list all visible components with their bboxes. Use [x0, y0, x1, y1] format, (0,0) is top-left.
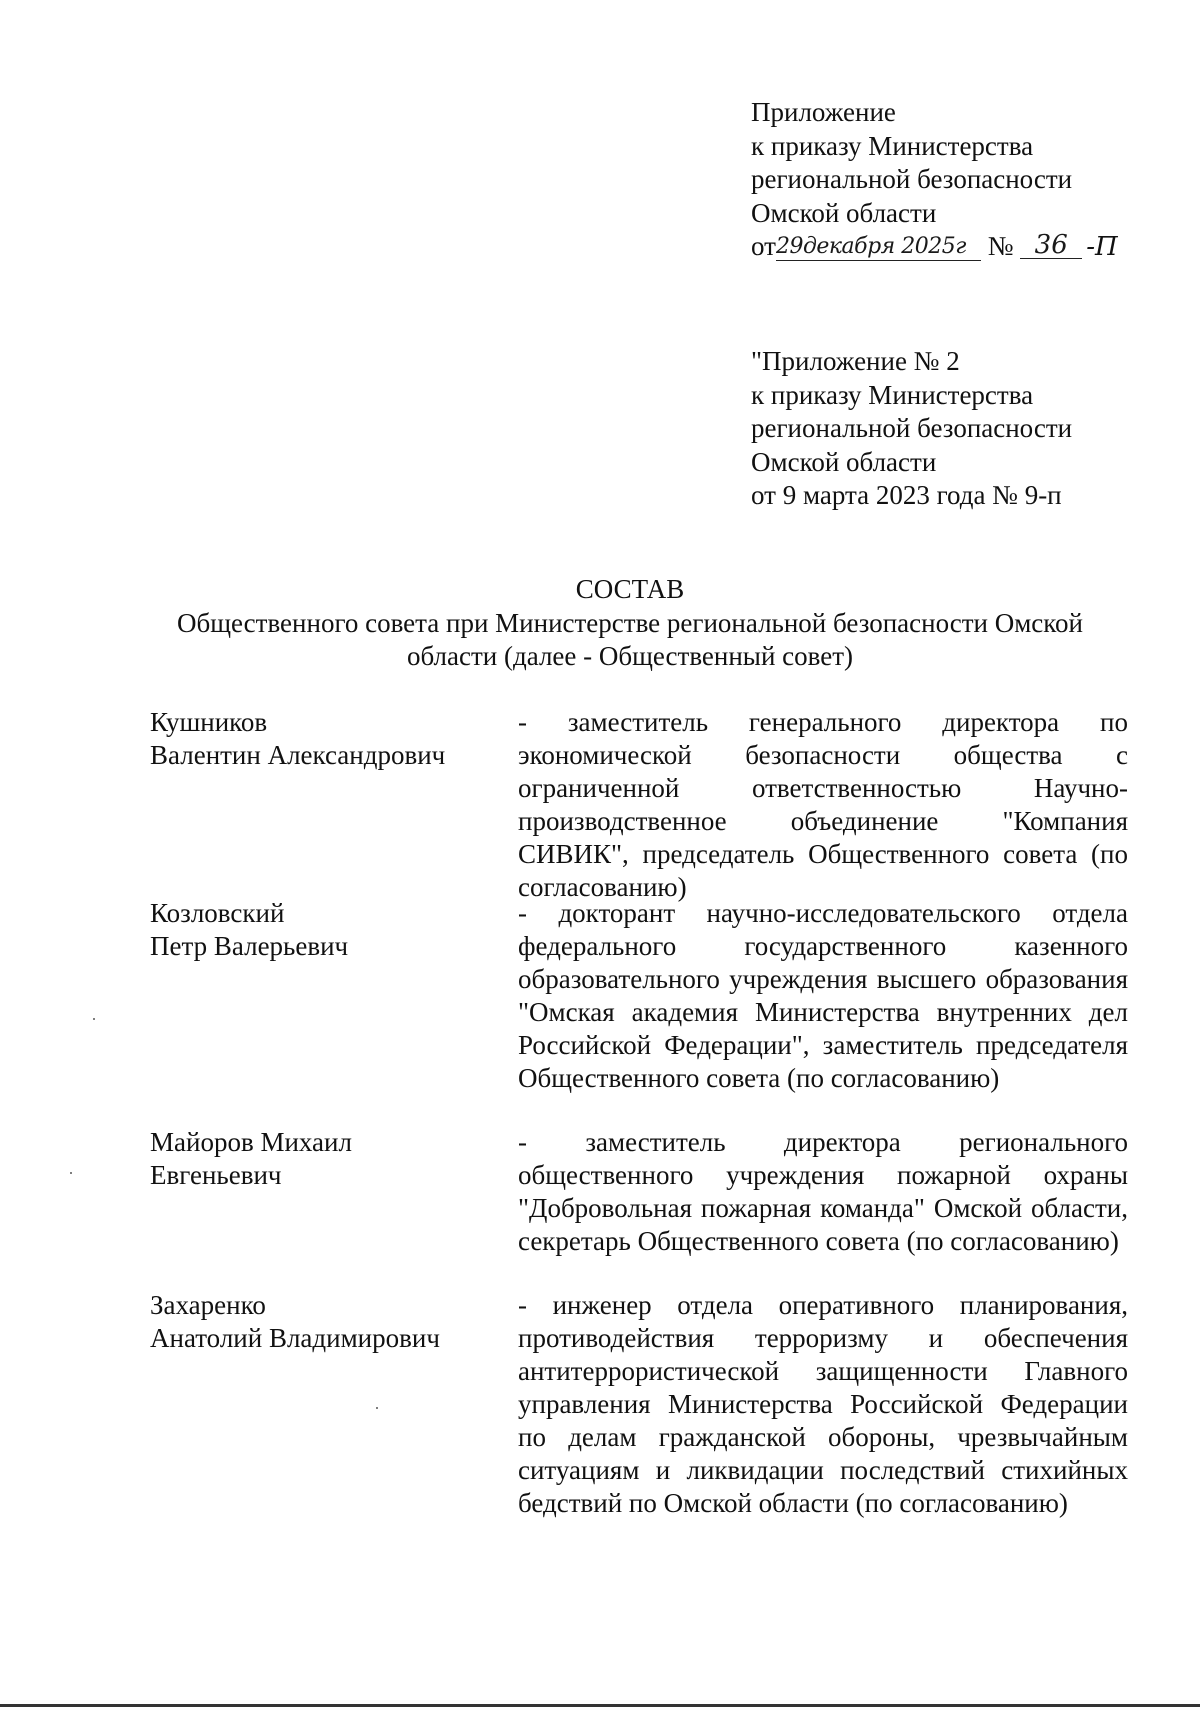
- approval-line: Приложение: [751, 97, 896, 127]
- reference-block: [751, 345, 1072, 513]
- member-given-names: Петр Валерьевич: [150, 931, 349, 961]
- document-subtitle: Общественного совета при Министерстве региональной безопасности Омской: [177, 607, 1083, 638]
- document-heading: СОСТАВ: [575, 574, 685, 604]
- approval-line: Омской области: [751, 197, 937, 228]
- handwritten-number: 36: [1020, 232, 1082, 259]
- member-name: [150, 706, 518, 897]
- member-surname: Кушников: [150, 707, 268, 737]
- reference-line: "Приложение № 2: [751, 346, 960, 376]
- member-entry: [150, 1126, 1130, 1289]
- reference-line: Омской области: [751, 446, 937, 477]
- member-surname: Майоров Михаил: [150, 1127, 352, 1157]
- member-given-names: Валентин Александрович: [150, 740, 446, 770]
- member-description: - заместитель директора регионального общественного учреждения пожарной охраны "Добровольная пожарная команда" Омской области, секретарь Общественного совета (по согласованию): [518, 1127, 1128, 1256]
- member-given-names: Анатолий Владимирович: [150, 1323, 440, 1353]
- reference-line: от 9 марта 2023 года № 9-п: [751, 480, 1062, 510]
- member-description: - инженер отдела оперативного планирования, противодействия терроризму и обеспечения антитеррористической защищенности Главного управления Министерства Российской Федерации по делам гражданской обороны, чрезвычайным ситуациям и ликвидации последствий стихийных бедствий по Омской области (по согласованию): [518, 1290, 1128, 1518]
- scan-speck: [93, 1018, 95, 1020]
- reference-line: региональной безопасности: [751, 413, 1073, 443]
- scan-speck: [70, 1172, 72, 1174]
- document-title-block: [150, 573, 1110, 674]
- handwritten-number-suffix: -П: [1086, 232, 1118, 262]
- document-subtitle: области (далее - Общественный совет): [406, 641, 853, 671]
- approval-line: региональной безопасности: [751, 164, 1073, 194]
- approval-line: к приказу Министерства: [751, 130, 1034, 161]
- member-description: - заместитель генерального директора по экономической безопасности общества с ограниченной ответственностью Научно-производственное объединение "Компания СИВИК", председатель Общественного совета (по согласованию): [518, 707, 1128, 902]
- member-entry: [150, 706, 1130, 902]
- handwritten-date: 29декабря 2025г: [776, 234, 981, 261]
- number-sign: №: [987, 231, 1014, 261]
- members-list: [150, 706, 1130, 1520]
- member-name: [150, 897, 518, 1126]
- approval-date-line: [751, 230, 1118, 264]
- reference-line: к приказу Министерства: [751, 379, 1034, 410]
- scan-bottom-edge: [0, 1704, 1200, 1707]
- member-name: [150, 1126, 518, 1289]
- member-entry: [150, 1289, 1130, 1520]
- member-surname: Захаренко: [150, 1290, 266, 1320]
- member-description: - докторант научно-исследовательского отдела федерального государственного казенного образовательного учреждения высшего образования "Омская академия Министерства внутренних дел Российской Федерации", заместитель председателя Общественного совета (по согласованию): [518, 898, 1128, 1093]
- approval-block: [751, 96, 1118, 264]
- member-surname: Козловский: [150, 898, 285, 928]
- member-given-names: Евгеньевич: [150, 1160, 282, 1190]
- member-name: [150, 1289, 518, 1520]
- date-prefix: от: [751, 231, 776, 261]
- scan-speck: [376, 1407, 378, 1409]
- member-entry: [150, 897, 1130, 1126]
